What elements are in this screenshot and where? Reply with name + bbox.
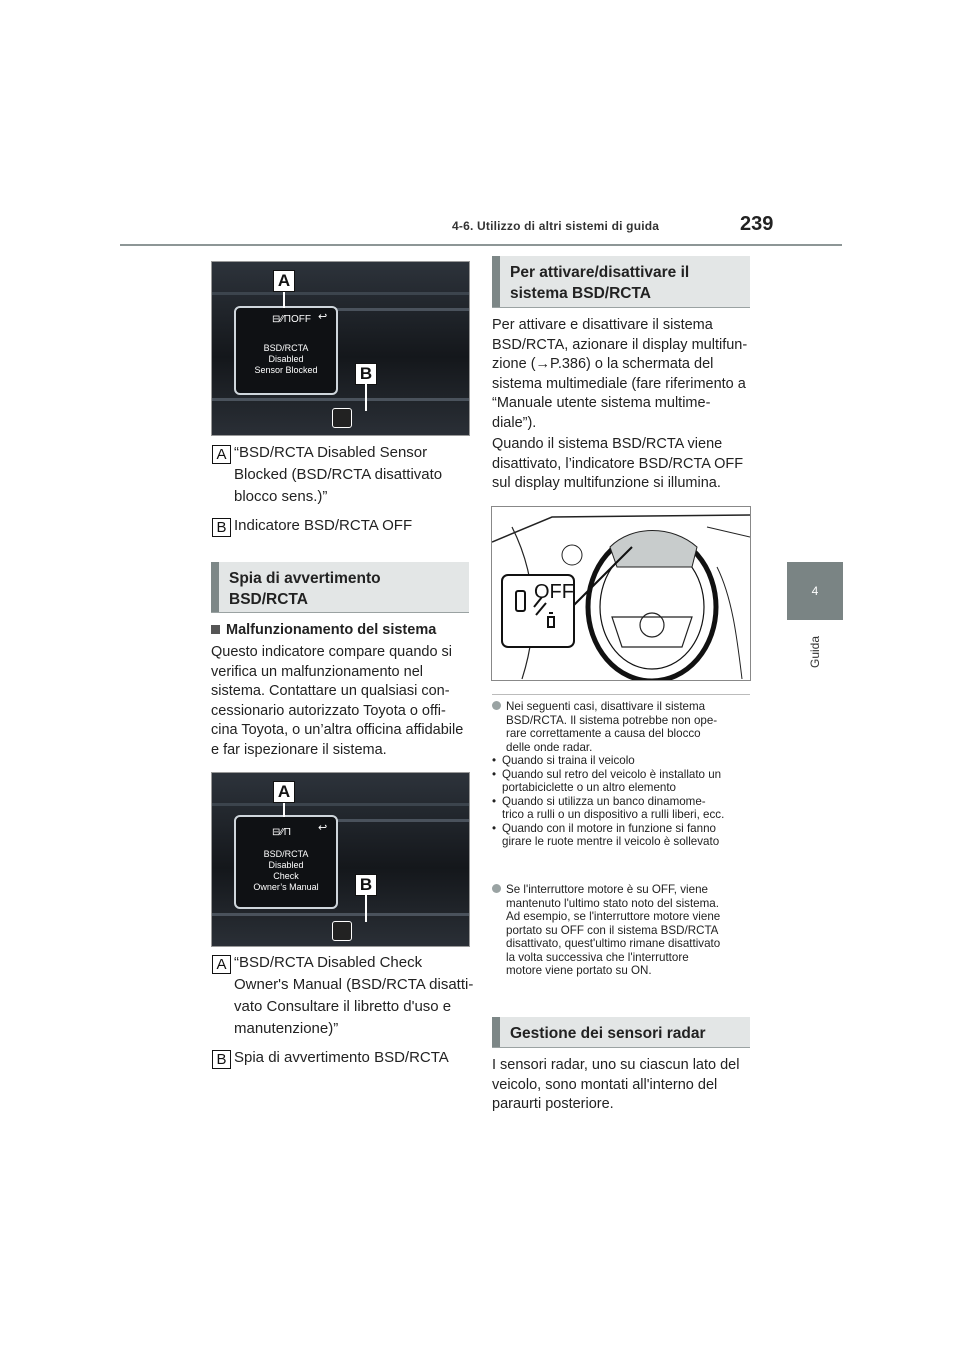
text-line: sistema multimediale (fare riferimento a	[492, 375, 746, 392]
interior-drawing	[492, 507, 750, 680]
label-a: A	[212, 445, 231, 464]
dashboard-trim	[212, 913, 469, 916]
heading-line: BSD/RCTA	[229, 591, 308, 608]
note-line: motore viene portato su ON.	[506, 964, 652, 977]
note-2	[492, 883, 754, 978]
note-line: BSD/RCTA. Il sistema potrebbe non ope-	[506, 713, 718, 727]
text-line: verifica un malfunzionamento nel	[211, 663, 423, 680]
bullet-line: portabiciclette o un altro elemento	[502, 781, 677, 794]
dashboard-trim	[212, 292, 469, 295]
display-panel	[234, 306, 338, 395]
panel-line: Sensor Blocked	[254, 365, 318, 375]
caption-b-text: Spia di avvertimento BSD/RCTA	[234, 1049, 449, 1066]
text-line: “Manuale utente sistema multime-	[492, 395, 711, 411]
label-b: B	[212, 1050, 231, 1069]
section-rule	[492, 307, 750, 308]
off-indicator-label: OFF	[534, 581, 574, 603]
radar-paragraph	[492, 1056, 754, 1115]
note-line: mantenuto l'ultimo stato noto del sistema.	[506, 896, 719, 910]
section-rule	[211, 612, 469, 613]
bullet-item	[492, 795, 754, 822]
text-line: e far ispezionare il sistema.	[211, 741, 387, 758]
note-line: la volta successiva che l'interruttore	[506, 950, 689, 964]
dashboard-trim	[332, 819, 469, 822]
bsd-warning-mini-icon	[332, 921, 352, 941]
marker-b: B	[355, 874, 377, 896]
dashboard-figure-check-manual	[211, 772, 470, 947]
panel-line: Disabled	[268, 354, 304, 364]
caption-line: vato Consultare il libretto d'uso e	[234, 998, 452, 1015]
dashboard-trim	[212, 803, 469, 806]
text-line: sul display multifunzione si illumina.	[492, 475, 721, 491]
section-rule	[492, 1047, 750, 1048]
chapter-label: Guida	[808, 635, 822, 669]
section-heading-toggle	[492, 256, 750, 307]
note-1	[492, 700, 754, 849]
text-line: diale”).	[492, 414, 537, 431]
bullet-line: • Quando si traina il veicolo	[502, 754, 635, 767]
text-line: Quando il sistema BSD/RCTA viene	[492, 436, 723, 452]
caption-line: “BSD/RCTA Disabled Check	[234, 954, 423, 971]
note-line	[492, 700, 754, 714]
section-heading-warning	[211, 562, 469, 612]
text-line: cina Toyota, o un’altra officina affidabile	[211, 722, 464, 738]
circle-bullet-icon	[492, 884, 501, 893]
label-a: A	[212, 955, 231, 974]
callout-line-a	[283, 292, 285, 308]
note-line: portato su OFF con il sistema BSD/RCTA	[506, 923, 719, 937]
text-line: cessionario autorizzato Toyota o offi-	[211, 702, 446, 719]
caption-b-text: Indicatore BSD/RCTA OFF	[234, 517, 413, 534]
car-interior-illustration	[491, 506, 751, 681]
text-line: Questo indicatore compare quando si	[211, 644, 453, 660]
label-b: B	[212, 518, 231, 537]
circle-bullet-icon	[492, 701, 501, 710]
header-rule	[120, 244, 842, 246]
heading-line: Per attivare/disattivare il	[510, 264, 690, 281]
callout-line-b	[365, 383, 367, 411]
note-line: rare correttamente a causa del blocco	[506, 727, 701, 740]
bsd-off-mini-icon	[332, 408, 352, 428]
caption-a-text	[234, 952, 473, 1040]
bullet-item	[492, 822, 754, 849]
callout-line-b	[365, 894, 367, 922]
panel-line: BSD/RCTA	[263, 343, 309, 353]
caption-line: “BSD/RCTA Disabled Sensor	[234, 444, 428, 461]
panel-text	[236, 343, 336, 376]
malfunction-heading	[211, 621, 436, 641]
text-line: I sensori radar, uno su ciascun lato del	[492, 1057, 740, 1073]
toggle-paragraph-2	[492, 435, 754, 494]
text-line: Per attivare e disattivare il sistema	[492, 317, 713, 333]
panel-line: Disabled	[268, 860, 304, 870]
page-number: 239	[740, 213, 774, 235]
heading-line: Spia di avvertimento	[229, 570, 381, 587]
display-panel	[234, 815, 338, 909]
chapter-tab[interactable]: 4	[787, 562, 843, 620]
bullet-line: • Quando sul retro del veicolo è installato un	[502, 767, 722, 781]
marker-a: A	[273, 270, 295, 292]
note-text: Nei seguenti casi, disattivare il sistema	[506, 700, 706, 713]
text-line: BSD/RCTA, azionare il display multifun-	[492, 336, 748, 353]
bullet-line: trico a rulli o un dispositivo a rulli liberi, ecc.	[502, 808, 725, 821]
heading-line: sistema BSD/RCTA	[510, 285, 651, 302]
notes-rule	[492, 694, 750, 695]
note-line	[492, 883, 754, 897]
note-line: delle onde radar.	[506, 740, 593, 754]
dashboard-trim	[332, 308, 469, 311]
caption-line: manutenzione)”	[234, 1020, 339, 1037]
back-icon: ↩	[318, 822, 328, 834]
caption-line: blocco sens.)”	[234, 488, 328, 505]
caption-line: Blocked (BSD/RCTA disattivato	[234, 466, 443, 483]
panel-text	[236, 849, 336, 893]
bullet-item	[492, 754, 754, 768]
bullet-line: girare le ruote mentre il veicolo è sollevato	[502, 835, 720, 848]
back-icon: ↩	[318, 311, 328, 323]
bsd-indicator-icon: ⊟⁄⁄ΠOFF	[272, 314, 311, 325]
panel-line: BSD/RCTA	[263, 849, 309, 859]
panel-line: Check	[273, 871, 299, 881]
panel-line: Owner’s Manual	[253, 882, 319, 892]
marker-a: A	[273, 781, 295, 803]
malfunction-heading-text: Malfunzionamento del sistema	[226, 622, 437, 638]
note-line: Ad esempio, se l'interruttore motore viene	[506, 910, 721, 923]
section-title: 4-6. Utilizzo di altri sistemi di guida	[452, 219, 660, 233]
bullet-item	[492, 768, 754, 795]
dashboard-figure-sensor-blocked	[211, 261, 470, 436]
caption-a-text	[234, 442, 442, 508]
note-line: disattivato, quest'ultimo rimane disattivato	[506, 937, 721, 950]
bullet-line: • Quando si utilizza un banco dinamome-	[502, 794, 706, 808]
section-heading-radar: Gestione dei sensori radar	[492, 1017, 750, 1047]
bsd-indicator-icon: ⊟⁄⁄Π	[272, 827, 291, 838]
square-bullet-icon	[211, 625, 220, 634]
text-line: disattivato, l’indicatore BSD/RCTA OFF	[492, 455, 744, 472]
bullet-line: • Quando con il motore in funzione si fanno	[502, 821, 716, 835]
toggle-paragraph-1	[492, 316, 754, 433]
text-line: veicolo, sono montati all'interno del	[492, 1076, 718, 1093]
page-reference-link[interactable]: zione (→P.386) o la schermata del	[492, 356, 714, 372]
marker-b: B	[355, 363, 377, 385]
callout-line-a	[283, 803, 285, 817]
dashboard-trim	[212, 398, 469, 401]
text-line: sistema. Contattare un qualsiasi con-	[211, 683, 450, 699]
note-text: Se l'interruttore motore è su OFF, viene	[506, 883, 708, 896]
malfunction-text	[211, 643, 471, 760]
text-line: paraurti posteriore.	[492, 1096, 614, 1112]
caption-line: Owner's Manual (BSD/RCTA disatti-	[234, 976, 474, 993]
